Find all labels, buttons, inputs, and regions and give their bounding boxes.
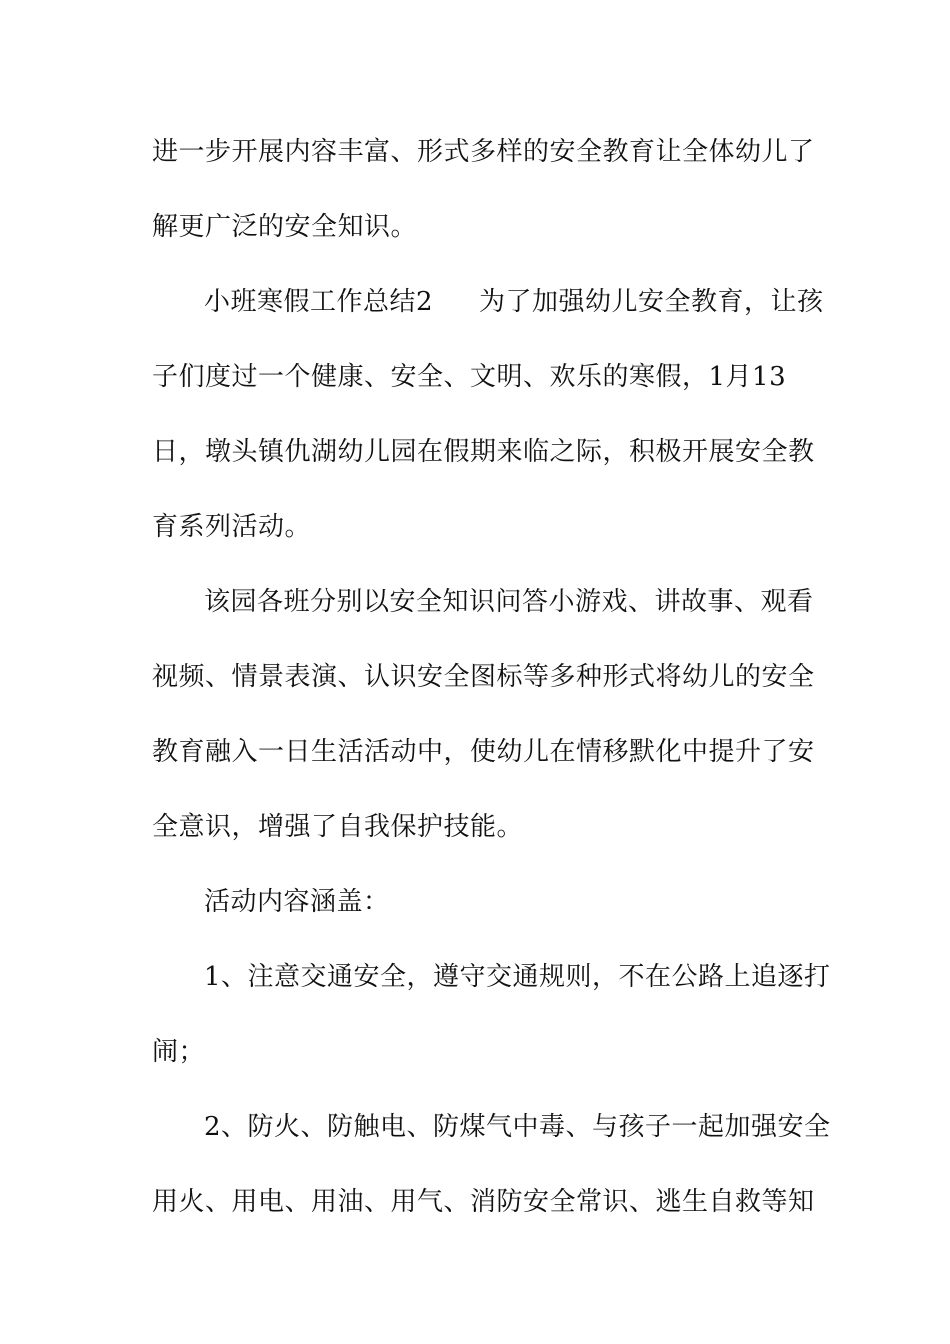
text-line-5: 日，墩头镇仇湖幼儿园在假期来临之际，积极开展安全教 [152, 437, 815, 467]
text-line-7: 该园各班分别以安全知识问答小游戏、讲故事、观看 [204, 587, 814, 617]
text-line-11: 活动内容涵盖： [204, 887, 390, 917]
text-line-10: 全意识，增强了自我保护技能。 [152, 812, 524, 842]
section-intro: 为了加强幼儿安全教育，让孩 [479, 287, 824, 317]
text-line-1: 进一步开展内容丰富、形式多样的安全教育让全体幼儿了 [152, 137, 815, 167]
text-line-6: 育系列活动。 [152, 512, 312, 542]
text-line-9: 教育融入一日生活活动中，使幼儿在情移默化中提升了安 [152, 737, 815, 767]
list-item-2-line-2: 用火、用电、用油、用气、消防安全常识、逃生自救等知 [152, 1187, 815, 1217]
text-line-2: 解更广泛的安全知识。 [152, 212, 418, 242]
section-title: 小班寒假工作总结2 [204, 287, 434, 317]
list-item-1-line-1: 1、注意交通安全，遵守交通规则，不在公路上追逐打 [204, 962, 831, 992]
section-title-line [204, 285, 824, 319]
text-line-8: 视频、情景表演、认识安全图标等多种形式将幼儿的安全 [152, 662, 815, 692]
text-line-4: 子们度过一个健康、安全、文明、欢乐的寒假，1月13 [152, 362, 787, 392]
list-item-2-line-1: 2、防火、防触电、防煤气中毒、与孩子一起加强安全 [204, 1112, 831, 1142]
list-item-1-line-2: 闹； [152, 1037, 206, 1067]
